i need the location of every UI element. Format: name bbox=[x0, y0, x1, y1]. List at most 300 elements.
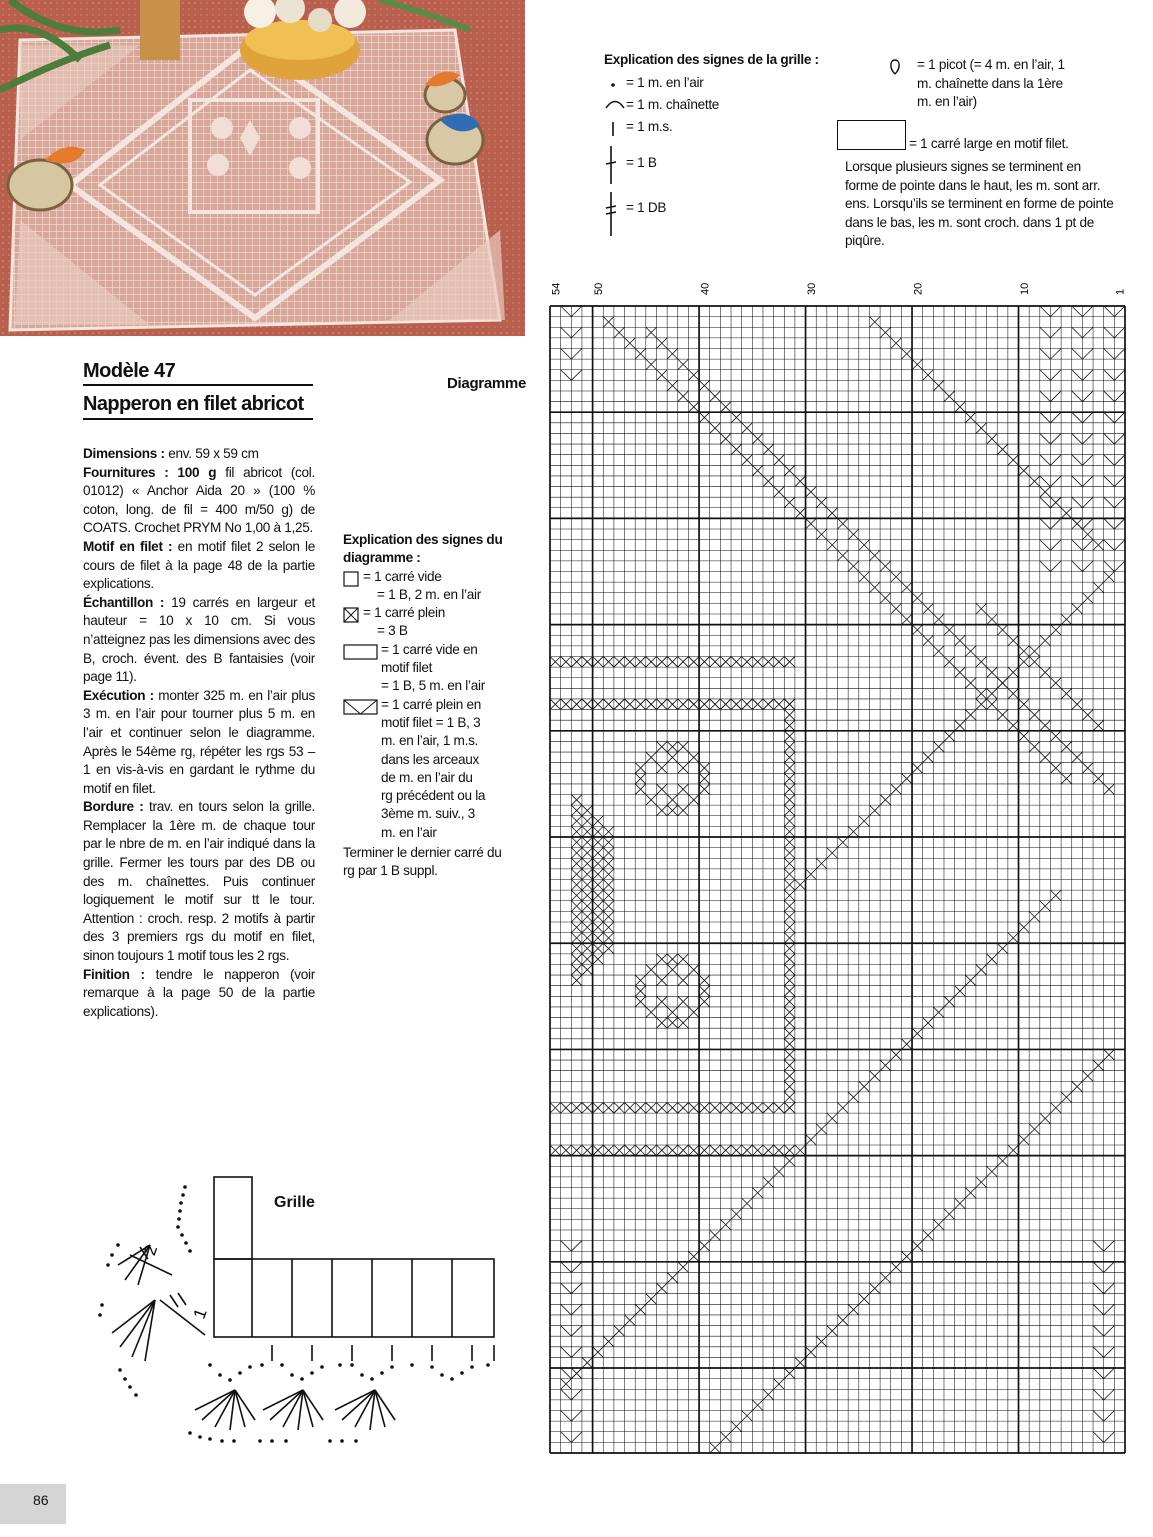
filled-cell bbox=[688, 964, 699, 975]
filled-cell bbox=[955, 667, 966, 678]
filled-cell bbox=[603, 826, 614, 837]
diagram-legend-text: = 1 carré vide en motif filet = 1 B, 5 m. en l’air bbox=[381, 641, 485, 694]
filled-cell bbox=[784, 858, 795, 869]
filled-cell bbox=[593, 837, 604, 848]
filled-cell bbox=[859, 816, 870, 827]
filled-cell bbox=[944, 996, 955, 1007]
filled-cell bbox=[816, 1124, 827, 1135]
filled-cell bbox=[646, 1294, 657, 1305]
filled-cell bbox=[816, 497, 827, 508]
filled-cell bbox=[582, 901, 593, 912]
filled-cell bbox=[752, 656, 763, 667]
filled-cell bbox=[1072, 699, 1083, 710]
filled-cell bbox=[710, 1442, 721, 1453]
filled-cell bbox=[901, 614, 912, 625]
filled-cell bbox=[1093, 720, 1104, 731]
filled-cell bbox=[656, 338, 667, 349]
filled-cell bbox=[571, 795, 582, 806]
filled-cell bbox=[688, 402, 699, 413]
filled-cell bbox=[678, 1103, 689, 1114]
filled-cell bbox=[1029, 476, 1040, 487]
filled-cell bbox=[678, 656, 689, 667]
filled-cell bbox=[593, 890, 604, 901]
instruction-text: en motif filet 2 selon le cours de filet à la page 48 de la partie explications. bbox=[83, 538, 316, 592]
filled-cell bbox=[901, 348, 912, 359]
instruction-paragraph bbox=[83, 966, 315, 1022]
filled-cell bbox=[710, 656, 721, 667]
filled-cell bbox=[571, 816, 582, 827]
filled-cell bbox=[635, 996, 646, 1007]
filled-cell bbox=[933, 380, 944, 391]
filled-cell bbox=[784, 986, 795, 997]
filled-cell bbox=[593, 1103, 604, 1114]
filled-cell bbox=[784, 975, 795, 986]
filled-cell bbox=[582, 858, 593, 869]
filled-cell bbox=[656, 996, 667, 1007]
filled-cell bbox=[699, 1103, 710, 1114]
diagram-legend-text: = 1 carré vide = 1 B, 2 m. en l’air bbox=[363, 568, 481, 602]
filled-cell bbox=[582, 964, 593, 975]
filled-cell bbox=[710, 423, 721, 434]
filled-cell bbox=[582, 880, 593, 891]
filled-cell bbox=[774, 656, 785, 667]
filled-cell bbox=[635, 656, 646, 667]
filled-cell bbox=[699, 699, 710, 710]
filled-cell bbox=[720, 1432, 731, 1443]
filled-cell bbox=[571, 869, 582, 880]
filled-cell bbox=[987, 667, 998, 678]
filled-cell bbox=[1040, 901, 1051, 912]
filled-cell bbox=[742, 423, 753, 434]
filled-cell bbox=[891, 784, 902, 795]
instruction-label: Exécution : bbox=[83, 687, 154, 703]
chart-column-label: 50 bbox=[592, 282, 605, 295]
filled-cell bbox=[816, 858, 827, 869]
filled-cell bbox=[603, 943, 614, 954]
filled-cell bbox=[571, 911, 582, 922]
filled-cell bbox=[742, 1198, 753, 1209]
filled-cell bbox=[656, 370, 667, 381]
filled-cell bbox=[901, 582, 912, 593]
filled-cell bbox=[571, 858, 582, 869]
filled-cell bbox=[806, 518, 817, 529]
filled-cell bbox=[923, 370, 934, 381]
filled-cell bbox=[1082, 529, 1093, 540]
filled-cell bbox=[784, 720, 795, 731]
border-grille bbox=[90, 1165, 510, 1455]
filled-cell bbox=[784, 816, 795, 827]
filled-cell bbox=[688, 1251, 699, 1262]
filled-cell bbox=[646, 656, 657, 667]
filled-cell bbox=[646, 327, 657, 338]
filled-cell bbox=[1104, 572, 1115, 583]
filled-cell bbox=[603, 317, 614, 328]
model-number: Modèle 47 bbox=[83, 360, 176, 382]
page-number: 86 bbox=[33, 1492, 49, 1508]
filled-cell bbox=[678, 996, 689, 1007]
filled-cell bbox=[1040, 635, 1051, 646]
filled-cell bbox=[784, 1049, 795, 1060]
filled-cell bbox=[933, 741, 944, 752]
filled-cell bbox=[656, 1103, 667, 1114]
filled-cell bbox=[763, 1177, 774, 1188]
filled-cell bbox=[987, 433, 998, 444]
filled-cell bbox=[784, 752, 795, 763]
filled-cell bbox=[656, 741, 667, 752]
filled-cell bbox=[550, 656, 561, 667]
filled-cell bbox=[603, 933, 614, 944]
diagram-legend-item bbox=[343, 696, 513, 842]
filled-cell bbox=[848, 826, 859, 837]
filet-chart bbox=[540, 275, 1130, 1490]
filled-cell bbox=[784, 784, 795, 795]
chart-column-label: 30 bbox=[805, 282, 818, 295]
picot-icon bbox=[888, 58, 902, 76]
filled-cell bbox=[699, 975, 710, 986]
filled-cell bbox=[784, 710, 795, 721]
filled-cell bbox=[880, 593, 891, 604]
filled-cell bbox=[965, 1187, 976, 1198]
filled-cell bbox=[603, 858, 614, 869]
instructions bbox=[83, 445, 315, 1021]
filled-cell bbox=[635, 1103, 646, 1114]
filled-cell bbox=[561, 1145, 572, 1156]
filled-cell bbox=[688, 752, 699, 763]
filled-cell bbox=[784, 826, 795, 837]
filled-cell bbox=[763, 1103, 774, 1114]
filled-cell bbox=[593, 901, 604, 912]
filled-cell bbox=[593, 858, 604, 869]
filled-cell bbox=[582, 911, 593, 922]
doily-photo bbox=[0, 0, 525, 336]
filled-cell bbox=[955, 720, 966, 731]
filled-cell bbox=[912, 1241, 923, 1252]
filled-cell bbox=[784, 848, 795, 859]
filled-cell bbox=[784, 996, 795, 1007]
filled-cell bbox=[891, 1262, 902, 1273]
filled-cell bbox=[667, 699, 678, 710]
chart-column-label: 20 bbox=[912, 282, 925, 295]
filled-cell bbox=[593, 848, 604, 859]
filled-cell bbox=[784, 731, 795, 742]
grille-title: Grille bbox=[274, 1194, 315, 1211]
filled-cell bbox=[976, 688, 987, 699]
filled-cell bbox=[614, 1326, 625, 1337]
filled-cell bbox=[667, 1007, 678, 1018]
filled-cell bbox=[955, 1198, 966, 1209]
filled-cell bbox=[710, 1103, 721, 1114]
filled-cell bbox=[912, 593, 923, 604]
filled-cell bbox=[571, 1103, 582, 1114]
large-square-text: = 1 carré large en motif filet. bbox=[909, 136, 1069, 151]
filled-cell bbox=[1104, 1049, 1115, 1060]
filled-cell bbox=[710, 699, 721, 710]
filled-cell bbox=[561, 699, 572, 710]
instruction-text: tendre le napperon (voir remarque à la page 50 de la partie explications). bbox=[83, 966, 315, 1019]
filled-cell bbox=[571, 656, 582, 667]
filled-cell bbox=[646, 359, 657, 370]
filled-cell bbox=[656, 763, 667, 774]
filled-cell bbox=[1029, 646, 1040, 657]
filled-cell bbox=[646, 752, 657, 763]
filled-cell bbox=[848, 1304, 859, 1315]
filled-cell bbox=[859, 540, 870, 551]
filled-cell bbox=[550, 1145, 561, 1156]
filled-cell bbox=[603, 901, 614, 912]
filled-cell bbox=[1029, 911, 1040, 922]
filled-cell bbox=[731, 1103, 742, 1114]
filled-cell bbox=[582, 933, 593, 944]
filled-cell bbox=[593, 826, 604, 837]
filled-cell bbox=[774, 1145, 785, 1156]
filled-cell bbox=[880, 1272, 891, 1283]
filled-cell bbox=[614, 1145, 625, 1156]
arc-icon bbox=[604, 98, 626, 110]
chart-column-label: 54 bbox=[550, 282, 563, 295]
filled-cell bbox=[859, 1294, 870, 1305]
filled-cell bbox=[678, 805, 689, 816]
filled-cell bbox=[784, 741, 795, 752]
chart-column-label: 40 bbox=[699, 282, 712, 295]
filled-cell bbox=[720, 1219, 731, 1230]
diagram-label: Diagramme bbox=[447, 375, 527, 392]
diagram-legend-item bbox=[343, 641, 513, 696]
filled-cell bbox=[880, 795, 891, 806]
filled-cell bbox=[571, 901, 582, 912]
filled-cell bbox=[1019, 922, 1030, 933]
filled-cell bbox=[625, 656, 636, 667]
filled-cell bbox=[571, 805, 582, 816]
filled-cell bbox=[1072, 752, 1083, 763]
filled-cell bbox=[710, 1145, 721, 1156]
filled-cell bbox=[656, 954, 667, 965]
large-square-icon bbox=[837, 120, 906, 150]
filled-cell bbox=[614, 327, 625, 338]
filled-cell bbox=[731, 699, 742, 710]
grid-legend-item: = 1 m. en l’air bbox=[626, 75, 704, 90]
filled-cell bbox=[880, 561, 891, 572]
filled-cell bbox=[582, 954, 593, 965]
filled-cell bbox=[806, 1347, 817, 1358]
filled-cell bbox=[699, 412, 710, 423]
filled-cell bbox=[603, 837, 614, 848]
filled-cell bbox=[891, 603, 902, 614]
filled-cell bbox=[987, 1166, 998, 1177]
filled-cell bbox=[603, 1145, 614, 1156]
filled-cell bbox=[869, 1283, 880, 1294]
filled-cell bbox=[912, 359, 923, 370]
filled-cell bbox=[1019, 699, 1030, 710]
filled-cell bbox=[955, 635, 966, 646]
filled-cell bbox=[1050, 1103, 1061, 1114]
filled-cell bbox=[955, 986, 966, 997]
filled-cell bbox=[784, 1145, 795, 1156]
filled-cell bbox=[784, 699, 795, 710]
filled-cell bbox=[678, 741, 689, 752]
filled-cell bbox=[603, 699, 614, 710]
filled-cell bbox=[869, 805, 880, 816]
filled-cell bbox=[1061, 1092, 1072, 1103]
filled-cell bbox=[603, 911, 614, 922]
filled-cell bbox=[752, 1400, 763, 1411]
filled-cell bbox=[923, 1018, 934, 1029]
filled-cell bbox=[742, 656, 753, 667]
filled-cell bbox=[667, 954, 678, 965]
filled-cell bbox=[678, 784, 689, 795]
filled-cell bbox=[944, 731, 955, 742]
filled-cell bbox=[1019, 1134, 1030, 1145]
filled-cell bbox=[550, 1103, 561, 1114]
filled-cell bbox=[784, 1092, 795, 1103]
filled-cell bbox=[603, 848, 614, 859]
filled-cell bbox=[1019, 656, 1030, 667]
filled-cell bbox=[1082, 1071, 1093, 1082]
filled-cell bbox=[699, 763, 710, 774]
filled-cell bbox=[582, 1103, 593, 1114]
filled-cell bbox=[923, 603, 934, 614]
filled-cell bbox=[869, 317, 880, 328]
filled-cell bbox=[880, 1060, 891, 1071]
chart-column-label: 1 bbox=[1114, 288, 1127, 295]
filled-cell bbox=[614, 699, 625, 710]
filled-cell bbox=[699, 1241, 710, 1252]
chart-grid bbox=[550, 306, 1125, 1453]
filled-cell bbox=[688, 656, 699, 667]
filled-cell bbox=[710, 391, 721, 402]
filled-cell bbox=[752, 1145, 763, 1156]
filled-cell bbox=[987, 699, 998, 710]
filled-cell bbox=[582, 816, 593, 827]
filled-cell bbox=[997, 943, 1008, 954]
filled-cell bbox=[1040, 1113, 1051, 1124]
filled-cell bbox=[933, 1007, 944, 1018]
filled-cell bbox=[763, 444, 774, 455]
filled-cell bbox=[720, 1103, 731, 1114]
filled-cell bbox=[561, 656, 572, 667]
filled-cell bbox=[582, 805, 593, 816]
filled-cell bbox=[1008, 1145, 1019, 1156]
filled-cell bbox=[593, 869, 604, 880]
filled-cell bbox=[1040, 752, 1051, 763]
filled-cell bbox=[688, 699, 699, 710]
filled-cell bbox=[944, 1209, 955, 1220]
filled-cell bbox=[742, 455, 753, 466]
filled-cell bbox=[944, 391, 955, 402]
instruction-label: Bordure : bbox=[83, 799, 144, 815]
filled-cell bbox=[976, 1177, 987, 1188]
filled-cell bbox=[571, 975, 582, 986]
filled-cell bbox=[1104, 784, 1115, 795]
filled-cell bbox=[593, 922, 604, 933]
filled-cell bbox=[593, 699, 604, 710]
filled-cell bbox=[571, 1145, 582, 1156]
filled-cell bbox=[1061, 508, 1072, 519]
filled-cell bbox=[635, 975, 646, 986]
filled-cell bbox=[806, 869, 817, 880]
filled-cell bbox=[1082, 763, 1093, 774]
filled-cell bbox=[1029, 1124, 1040, 1135]
filled-cell bbox=[784, 1039, 795, 1050]
filled-cell bbox=[784, 954, 795, 965]
filled-cell bbox=[827, 540, 838, 551]
filled-cell bbox=[1029, 741, 1040, 752]
filled-cell bbox=[891, 1049, 902, 1060]
filled-cell bbox=[869, 1071, 880, 1082]
short-bar-icon bbox=[608, 120, 618, 138]
filled-cell bbox=[667, 805, 678, 816]
filled-cell bbox=[752, 1187, 763, 1198]
filled-cell bbox=[784, 1103, 795, 1114]
filled-cell bbox=[869, 550, 880, 561]
filled-cell bbox=[774, 487, 785, 498]
diagram-legend-title: Explication des signes du diagramme : bbox=[343, 532, 503, 566]
filled-cell bbox=[1008, 635, 1019, 646]
filled-cell bbox=[582, 943, 593, 954]
filled-cell bbox=[987, 688, 998, 699]
filled-cell bbox=[848, 529, 859, 540]
filled-cell bbox=[1061, 741, 1072, 752]
filled-cell bbox=[678, 391, 689, 402]
filled-cell bbox=[784, 1081, 795, 1092]
title-rule bbox=[83, 384, 313, 386]
filled-cell bbox=[1072, 1081, 1083, 1092]
filled-cell bbox=[635, 348, 646, 359]
filled-cell bbox=[997, 625, 1008, 636]
empty-square-icon bbox=[343, 571, 359, 592]
filled-cell bbox=[1072, 518, 1083, 529]
filled-cell bbox=[1040, 720, 1051, 731]
filled-cell bbox=[667, 1018, 678, 1029]
filled-cell bbox=[987, 614, 998, 625]
filled-cell bbox=[646, 699, 657, 710]
filled-cell bbox=[784, 1028, 795, 1039]
filled-cell bbox=[806, 487, 817, 498]
filled-cell bbox=[731, 1421, 742, 1432]
filled-cell bbox=[795, 508, 806, 519]
filled-cell bbox=[965, 412, 976, 423]
filled-cell bbox=[656, 805, 667, 816]
picot-text: = 1 picot (= 4 m. en l’air, 1 m. chaînette dans la 1ère m. en l’air) bbox=[917, 57, 1065, 109]
filled-cell bbox=[603, 890, 614, 901]
filled-cell bbox=[923, 635, 934, 646]
filled-cell bbox=[912, 625, 923, 636]
filled-cell bbox=[752, 465, 763, 476]
filled-cell bbox=[571, 848, 582, 859]
filled-cell bbox=[635, 784, 646, 795]
dot-icon bbox=[608, 80, 618, 90]
filled-cell bbox=[720, 402, 731, 413]
filled-cell bbox=[795, 1145, 806, 1156]
filled-cell bbox=[603, 880, 614, 891]
filled-cell bbox=[827, 1113, 838, 1124]
filled-cell bbox=[720, 433, 731, 444]
filled-cell bbox=[571, 890, 582, 901]
filled-cell bbox=[976, 423, 987, 434]
filled-cell bbox=[699, 784, 710, 795]
instruction-label: Échantillon : bbox=[83, 594, 165, 610]
filled-cell bbox=[784, 880, 795, 891]
instruction-paragraph bbox=[83, 798, 315, 965]
filled-cell bbox=[667, 1103, 678, 1114]
filled-cell bbox=[1061, 688, 1072, 699]
filled-cell bbox=[731, 412, 742, 423]
filled-cell bbox=[593, 1145, 604, 1156]
filled-cell bbox=[901, 1039, 912, 1050]
filled-cell bbox=[614, 656, 625, 667]
filled-cell bbox=[784, 497, 795, 508]
db-stitch-icon bbox=[604, 190, 618, 238]
filled-cell bbox=[582, 890, 593, 901]
